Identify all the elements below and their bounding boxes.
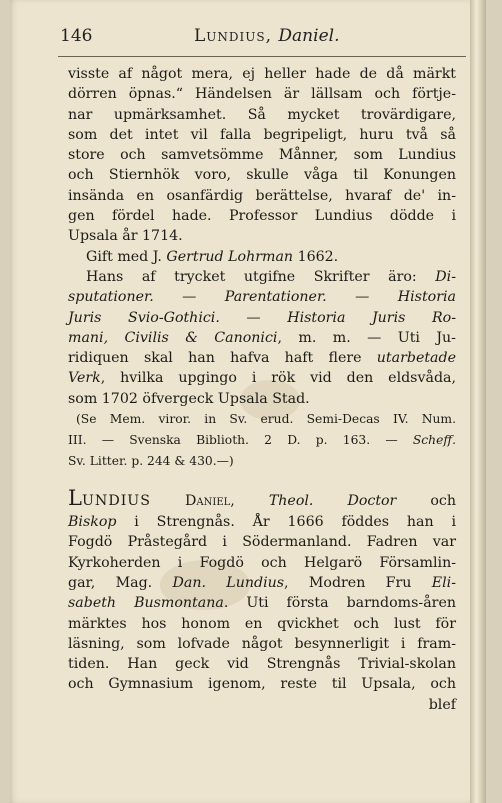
entry-title: Theol. Doctor xyxy=(268,493,397,510)
text-run: Hans af trycket utgifne Skrifter äro: xyxy=(86,268,436,285)
text-line: nar upmärksamhet. Så mycket trovärdigare, xyxy=(68,106,456,123)
text-line: visste af något mera, ej heller hade de då märkt xyxy=(68,66,456,82)
text-run: i Strengnås. År 1666 föddes han i xyxy=(116,514,456,531)
text-line xyxy=(68,308,456,328)
text-line xyxy=(68,674,456,694)
text-line xyxy=(68,593,456,613)
text-line: insända en osanfärdig berättelse, hvaraf de' in- xyxy=(68,187,456,204)
text-run: , m. m. — Uti Ju- xyxy=(277,329,456,346)
entry-initial: L xyxy=(68,486,82,511)
italic-run: utarbetade xyxy=(376,350,456,367)
text-run: . Uti första barndoms-åren xyxy=(223,595,456,612)
text-line xyxy=(68,287,456,307)
italic-run: Juris Svio-Gothici. — Historia Juris Ro- xyxy=(68,309,456,326)
italic-run: sabeth Busmontana xyxy=(68,595,224,612)
text-line: store och samvetsömme Månner, som Lundius xyxy=(68,147,456,164)
text-line xyxy=(68,430,456,451)
body-text xyxy=(68,64,456,715)
text-line xyxy=(68,348,456,368)
text-line xyxy=(68,389,456,409)
text-line: gen fördel hade. Professor Lundius dödde i xyxy=(68,208,456,225)
text-line: dörren öpnas.“ Händelsen är lällsam och förtje- xyxy=(68,86,456,103)
italic-run: Di- xyxy=(435,268,456,285)
paragraph-continued xyxy=(68,64,456,247)
married-year: 1662. xyxy=(297,248,339,265)
text-run: och Gymnasium igenom, reste til Upsala, och xyxy=(68,676,456,693)
text-run: III. — Svenska Biblioth. 2 D. p. 163. — xyxy=(68,433,413,448)
page-header xyxy=(60,26,474,48)
text-line xyxy=(68,368,456,388)
text-line xyxy=(68,409,456,430)
spouse-name: Gertrud Lohrman xyxy=(166,248,294,265)
married-line xyxy=(68,247,456,267)
text-run: läsning, som lofvade något besynnerligit i fram- xyxy=(68,635,456,652)
text-line xyxy=(68,451,456,472)
sources-note xyxy=(68,409,456,472)
catchword: blef xyxy=(428,696,456,713)
writings-paragraph xyxy=(68,267,456,409)
text-line xyxy=(68,634,456,654)
text-run: märktes hos honom en qvickhet och lust för xyxy=(68,615,456,632)
entry-paragraph xyxy=(68,512,456,695)
text-run: tiden. Han geck vid Strengnås Trivial-skolan xyxy=(68,656,456,673)
text-run: Sv. Litter. p. 244 & 430.—) xyxy=(68,454,234,469)
header-rule xyxy=(58,56,466,57)
text-run: (Se Mem. viror. in Sv. erud. Semi-Decas IV. Num. xyxy=(76,412,456,427)
text-run: ridiquen skal han hafva haft flere xyxy=(68,350,377,367)
running-head xyxy=(194,26,339,46)
page-number: 146 xyxy=(60,26,93,46)
text-line: Upsala år 1714. xyxy=(68,228,183,245)
text-line xyxy=(68,328,456,348)
text-line xyxy=(68,553,456,573)
married-prefix: Gift med J. xyxy=(86,248,162,265)
text-line xyxy=(68,532,456,552)
text-line xyxy=(68,614,456,634)
text-line: som det intet vil falla begripeligt, huru två så xyxy=(68,126,456,143)
italic-run: Verk xyxy=(68,370,101,387)
entry-given-name: Daniel, xyxy=(185,493,235,510)
text-run: Kyrkoherden i Fogdö och Helgarö Församlin- xyxy=(68,554,456,571)
text-run: som 1702 öfvergeck Upsala Stad. xyxy=(68,390,310,407)
entry-surname: UNDIUS xyxy=(81,493,151,510)
text-run: Fogdö Pråstegård i Södermanland. Fadren var xyxy=(68,534,456,551)
italic-run: sputationer. — Parentationer. — Historia xyxy=(68,289,456,306)
text-line xyxy=(68,267,456,287)
italic-run: Scheff. xyxy=(412,433,456,448)
text-line xyxy=(68,573,456,593)
italic-run: Biskop xyxy=(68,514,117,531)
text-run: , Modren Fru xyxy=(284,574,432,591)
text-line: och Stiernhök voro, skulle våga til Konungen xyxy=(68,167,456,184)
running-head-given: Daniel. xyxy=(278,26,340,46)
text-line xyxy=(68,654,456,674)
text-run: gar, Mag. xyxy=(68,574,173,591)
entry-heading-line: LUNDIUS Daniel, Theol. Doctor och xyxy=(68,486,457,511)
italic-run: mani, Civilis & Canonici xyxy=(68,329,278,346)
text-line xyxy=(68,512,456,532)
text-run: , hvilka upgingo i rök vid den eldsvåda, xyxy=(100,370,456,387)
italic-run: Dan. Lundius xyxy=(172,574,285,591)
italic-run: Eli- xyxy=(431,574,456,591)
running-head-name: Lundius, xyxy=(194,26,273,46)
page-edge xyxy=(470,0,486,803)
